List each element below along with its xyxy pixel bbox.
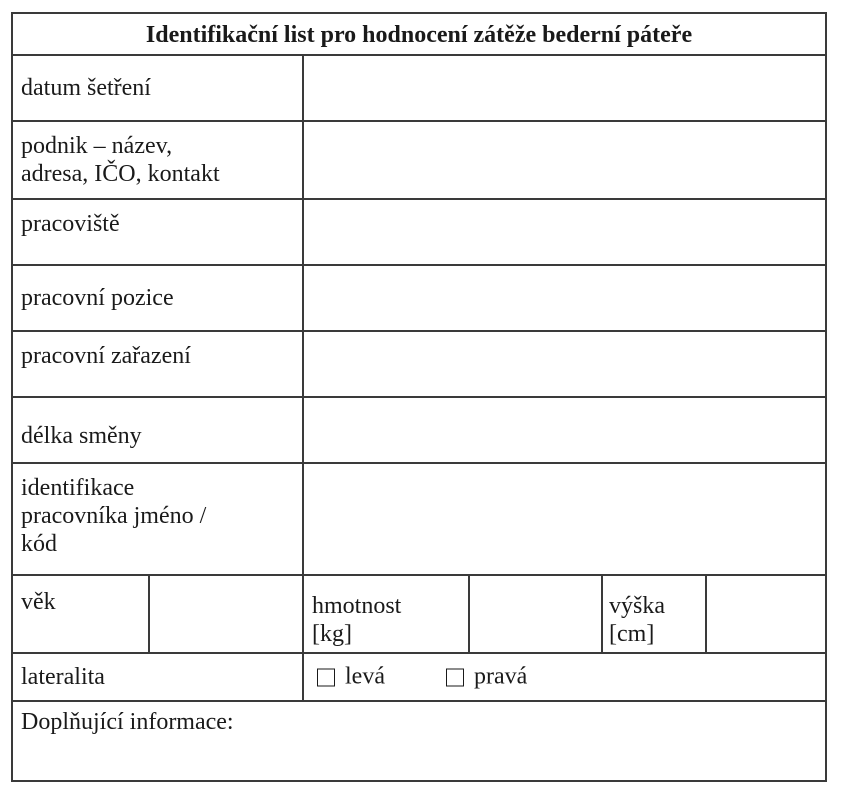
row-doplnujici-informace xyxy=(13,702,825,780)
doplnujici-informace-field[interactable] xyxy=(13,738,825,780)
label-delka-smeny: délka směny xyxy=(21,423,142,449)
leva-label: levá xyxy=(345,663,385,690)
label-vek: věk xyxy=(21,589,56,615)
column-divider xyxy=(302,576,304,652)
lateralita-prava-option[interactable] xyxy=(446,664,527,691)
label-pracoviste: pracoviště xyxy=(21,211,120,237)
column-divider xyxy=(302,654,304,700)
prava-label: pravá xyxy=(474,663,528,690)
leva-checkbox[interactable] xyxy=(317,668,335,686)
form-title: Identifikační list pro hodnocení zátěže bederní páteře xyxy=(13,14,825,56)
label-pracovni-pozice: pracovní pozice xyxy=(21,285,174,311)
row-podnik xyxy=(13,122,825,200)
label-vyska: výška [cm] xyxy=(609,593,665,647)
row-metrics xyxy=(13,576,825,654)
row-identifikace-pracovnika xyxy=(13,464,825,576)
label-hmotnost: hmotnost [kg] xyxy=(312,593,402,647)
datum-setreni-field[interactable] xyxy=(304,56,825,120)
podnik-field[interactable] xyxy=(304,122,825,198)
hmotnost-field[interactable] xyxy=(470,576,601,652)
label-doplnujici-informace: Doplňující informace: xyxy=(21,709,234,735)
row-datum-setreni xyxy=(13,56,825,122)
identifikace-pracovnika-field[interactable] xyxy=(304,464,825,574)
identification-form xyxy=(11,12,827,782)
pracovni-zarazeni-field[interactable] xyxy=(304,332,825,396)
vyska-field[interactable] xyxy=(707,576,825,652)
prava-checkbox[interactable] xyxy=(446,668,464,686)
label-datum-setreni: datum šetření xyxy=(21,75,151,101)
row-pracovni-zarazeni xyxy=(13,332,825,398)
row-lateralita xyxy=(13,654,825,702)
column-divider xyxy=(601,576,603,652)
row-pracoviste xyxy=(13,200,825,266)
row-pracovni-pozice xyxy=(13,266,825,332)
label-lateralita: lateralita xyxy=(21,664,105,690)
label-pracovni-zarazeni: pracovní zařazení xyxy=(21,343,191,369)
row-delka-smeny xyxy=(13,398,825,464)
label-identifikace-pracovnika: identifikace pracovníka jméno / kód xyxy=(21,475,207,557)
delka-smeny-field[interactable] xyxy=(304,398,825,462)
lateralita-leva-option[interactable] xyxy=(317,664,385,691)
pracovni-pozice-field[interactable] xyxy=(304,266,825,330)
vek-field[interactable] xyxy=(150,576,302,652)
label-podnik: podnik – název, adresa, IČO, kontakt xyxy=(21,133,220,187)
pracoviste-field[interactable] xyxy=(304,200,825,264)
